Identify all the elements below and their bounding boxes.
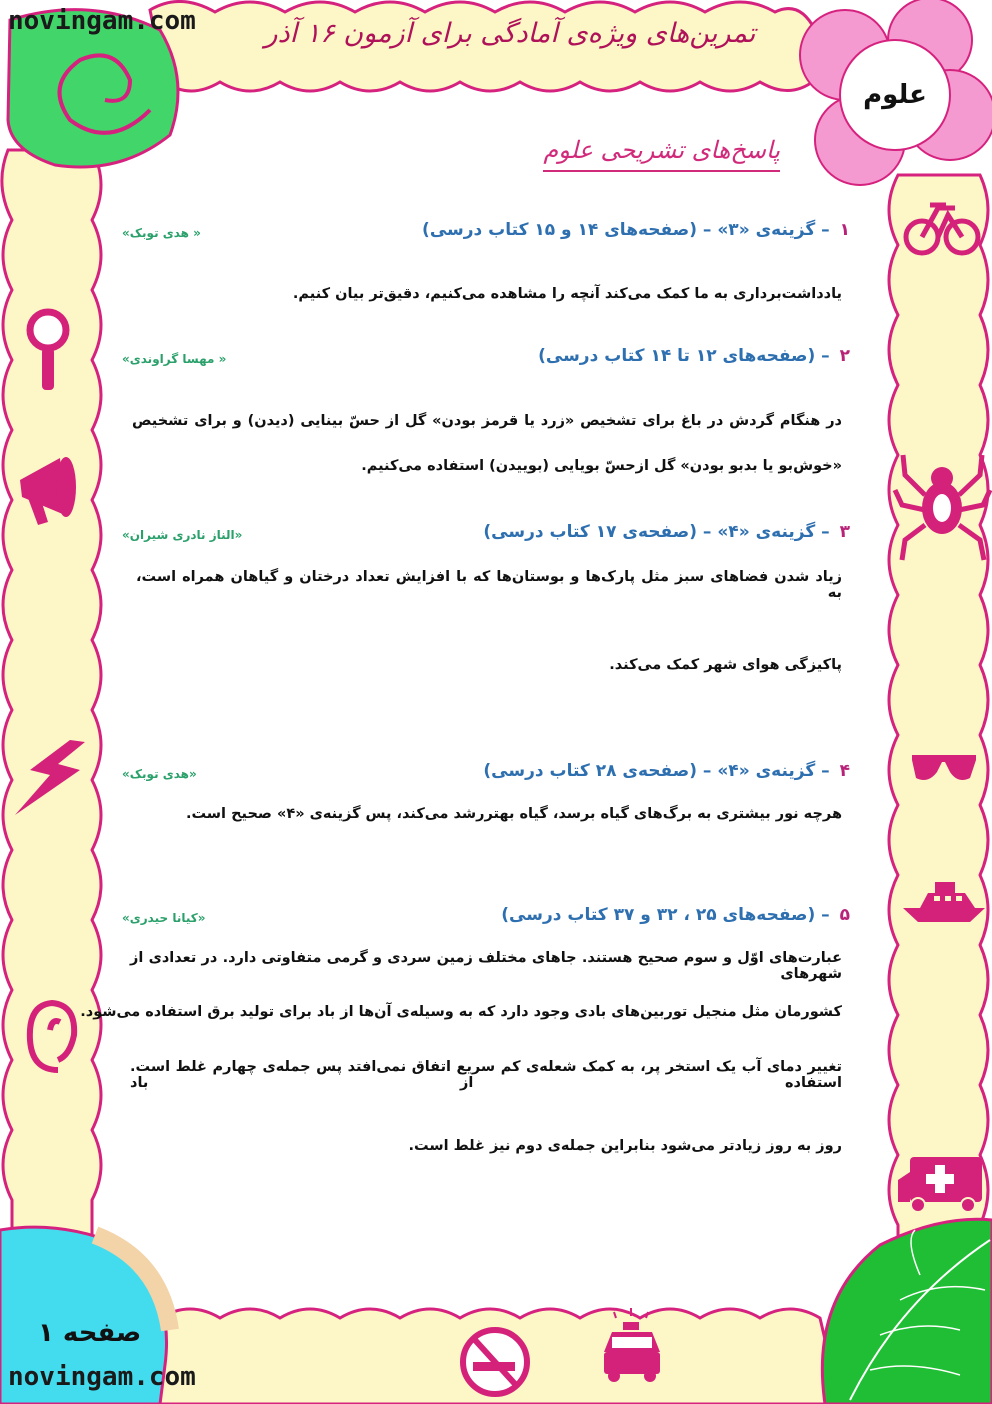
question-heading-2	[538, 346, 850, 366]
question-number: ۲	[839, 346, 850, 366]
question-author-1: « هدی توبک»	[122, 226, 201, 240]
subject-label: علوم	[863, 80, 927, 110]
question-author-5: «کیانا حیدری»	[122, 911, 206, 925]
site-url-top[interactable]: novingam.com	[8, 6, 196, 36]
question-author-4: «هدی توبک»	[122, 767, 197, 781]
answer-line-3-2: پاکیزگی هوای شهر کمک می‌کند.	[609, 657, 842, 673]
answer-line-5-3: تغییر دمای آب یک استخر پر، به کمک شعله‌ی کم سریع اتفاق نمی‌افتد پس جمله‌ی چهارم غلط است. استفاده از باد	[130, 1059, 842, 1091]
answer-line-4-1: هرچه نور بیشتری به برگ‌های گیاه برسد، گیاه بهتررشد می‌کند، پس گزینه‌ی «۴» صحیح است.	[185, 806, 842, 822]
answer-line-5-4: روز به روز زیادتر می‌شود بنابراین جمله‌ی دوم نیز غلط است.	[408, 1138, 842, 1154]
answer-line-1-1: یادداشت‌برداری به ما کمک می‌کند آنچه را مشاهده می‌کنیم، دقیق‌تر بیان کنیم.	[292, 286, 842, 302]
answer-line-5-2: کشورمان مثل منجیل توربین‌های بادی وجود دارد که به وسیله‌ی آن‌ها از باد برای تولید برق استفاده می‌شود.	[80, 1004, 842, 1020]
section-title: پاسخ‌های تشریحی علوم	[543, 136, 780, 172]
frame-right-column	[889, 175, 988, 1250]
question-heading-3	[483, 522, 850, 542]
question-heading-text: – (صفحه‌های ۲۵ ، ۳۲ و ۳۷ کتاب درسی)	[501, 905, 830, 925]
question-heading-text: – گزینه‌ی «۴» – (صفحه‌ی ۱۷ کتاب درسی)	[483, 522, 830, 542]
question-heading-5	[501, 905, 850, 925]
question-heading-text: – گزینه‌ی «۳» – (صفحه‌های ۱۴ و ۱۵ کتاب درسی)	[422, 220, 830, 240]
leaf-icon	[822, 1219, 992, 1404]
question-number: ۱	[839, 220, 850, 240]
answer-line-2-1: در هنگام گردش در باغ برای تشخیص «زرد یا قرمز بودن» گل از حسّ بینایی (دیدن) و برای تشخیص	[132, 413, 842, 429]
question-heading-text: – گزینه‌ی «۴» – (صفحه‌ی ۲۸ کتاب درسی)	[483, 761, 830, 781]
no-smoking-icon	[463, 1330, 527, 1394]
question-number: ۴	[839, 761, 850, 781]
answer-line-2-2: «خوش‌بو یا بدبو بودن» گل ازحسّ بویایی (بوییدن) استفاده می‌کنیم.	[361, 458, 842, 474]
page-number: صفحه ۱	[38, 1318, 142, 1348]
question-heading-4	[483, 761, 850, 781]
question-heading-1	[422, 220, 850, 240]
question-number: ۵	[839, 905, 850, 925]
question-number: ۳	[839, 522, 850, 542]
question-author-3: «الناز نادری شیران»	[122, 528, 243, 542]
page-title: تمرین‌های ویژه‌ی آمادگی برای آزمون ۱۶ آذر	[264, 18, 756, 49]
site-url-bottom[interactable]: novingam.com	[8, 1362, 196, 1392]
question-author-2: « مهسا گراوندی»	[122, 352, 227, 366]
answer-line-3-1: زیاد شدن فضاهای سبز مثل پارک‌ها و بوستان‌ها که با افزایش تعداد درختان و گیاهان همراه است، به	[136, 569, 842, 601]
question-heading-text: – (صفحه‌های ۱۲ تا ۱۴ کتاب درسی)	[538, 346, 830, 366]
answer-line-5-1: عبارت‌های اوّل و سوم صحیح هستند. جاهای مختلف زمین سردی و گرمی متفاوتی دارد. در تعدادی از شهرهای	[130, 950, 842, 982]
